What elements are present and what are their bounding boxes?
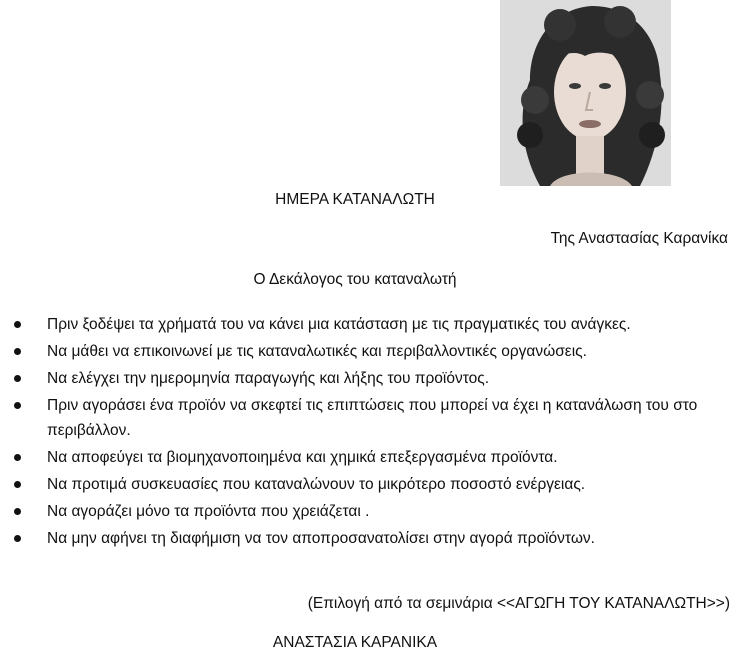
list-item [0, 312, 750, 337]
list-item-text: Να μάθει να επικοινωνεί με τις καταναλωτικές και περιβαλλοντικές οργανώσεις. [47, 343, 587, 360]
bullet-icon [14, 454, 21, 461]
list-item-text: Να προτιμά συσκευασίες που καταναλώνουν το μικρότερο ποσοστό ενέργειας. [47, 476, 586, 493]
list-item [0, 472, 750, 497]
list-item [0, 393, 750, 443]
bullet-icon [14, 508, 21, 515]
list-item [0, 339, 750, 364]
bullet-icon [14, 375, 21, 382]
list-item [0, 366, 750, 391]
bullet-icon [14, 348, 21, 355]
signature: ΑΝΑΣΤΑΣΙΑ ΚΑΡΑΝΙΚΑ [272, 634, 438, 651]
list-item-text: Να μην αφήνει τη διαφήμιση να τον αποπροσανατολίσει στην αγορά προϊόντων. [47, 530, 595, 547]
bullet-icon [14, 402, 21, 409]
list-item [0, 526, 750, 551]
bullet-icon [14, 321, 21, 328]
bullet-icon [14, 535, 21, 542]
source-note: (Επιλογή από τα σεμινάρια <<ΑΓΩΓΗ ΤΟΥ ΚΑΤΑΝΑΛΩΤΗ>>) [307, 595, 730, 612]
list-item-text: Πριν ξοδέψει τα χρήματά του να κάνει μια κατάσταση με τις πραγματικές του ανάγκες. [47, 316, 631, 333]
decalogue-list [0, 312, 750, 553]
list-item-text: Να ελέγχει την ημερομηνία παραγωγής και λήξης του προϊόντος. [47, 370, 490, 387]
list-item-text: Πριν αγοράσει ένα προϊόν να σκεφτεί τις επιπτώσεις που μπορεί να έχει η κατανάλωση του στο περιβάλλον. [47, 397, 698, 439]
bullet-icon [14, 481, 21, 488]
document-subtitle: Ο Δεκάλογος του καταναλωτή [253, 271, 457, 288]
list-item [0, 445, 750, 470]
list-item-text: Να αγοράζει μόνο τα προϊόντα που χρειάζεται . [47, 503, 370, 520]
list-item-text: Να αποφεύγει τα βιομηχανοποιημένα και χημικά επεξεργασμένα προϊόντα. [47, 449, 558, 466]
author-line: Της Αναστασίας Καρανίκα [550, 230, 728, 247]
document-title: ΗΜΕΡΑ ΚΑΤΑΝΑΛΩΤΗ [275, 191, 435, 208]
list-item [0, 499, 750, 524]
author-photo [500, 0, 671, 186]
